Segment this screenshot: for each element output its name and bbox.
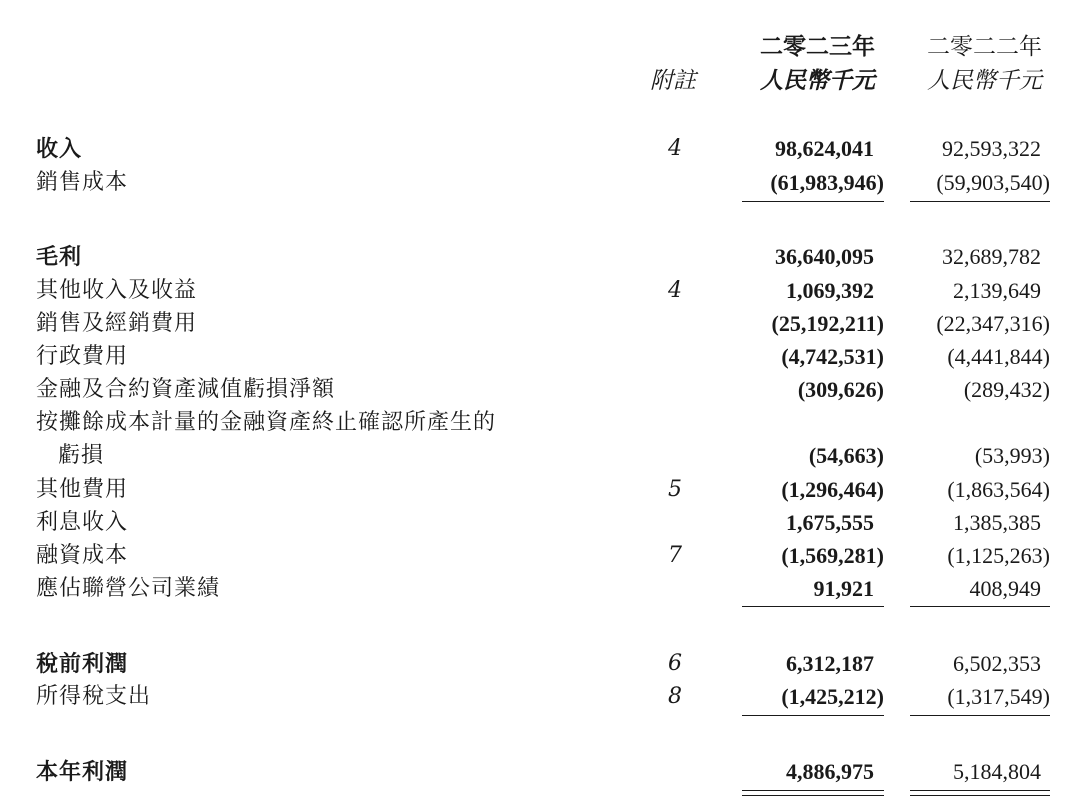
row-interest-income [0, 508, 1070, 538]
row-gross-profit [0, 242, 1070, 272]
row-label: 金融及合約資產減值虧損淨額 [36, 377, 336, 402]
subtotal-rule-2023 [742, 606, 884, 607]
row-other-expenses [0, 475, 1070, 505]
subtotal-rule-2023 [742, 201, 884, 202]
row-label: 所得稅支出 [36, 684, 152, 709]
total-double-rule-2022 [910, 790, 1050, 791]
value-2023: 36,640,095 [775, 244, 874, 269]
row-label-continued: 虧損 [58, 443, 105, 468]
total-double-rule-2023 [742, 795, 884, 796]
value-2022: 2,139,649 [953, 278, 1041, 303]
row-label: 本年利潤 [36, 759, 129, 785]
value-2023: (309,626) [797, 377, 884, 402]
row-note: 5 [668, 477, 682, 502]
value-2022: (4,441,844) [947, 344, 1050, 369]
row-cost-of-sales [0, 168, 1070, 198]
value-2022: 5,184,804 [953, 759, 1041, 784]
row-label: 融資成本 [36, 543, 129, 568]
value-2022: (1,317,549) [947, 684, 1050, 709]
row-note: 8 [668, 684, 682, 709]
value-2023: (54,663) [808, 443, 884, 468]
value-2023: 1,069,392 [786, 278, 874, 303]
row-label: 銷售成本 [36, 170, 129, 195]
row-label: 應佔聯營公司業績 [36, 576, 221, 601]
value-2022: (1,863,564) [947, 477, 1050, 502]
value-2023: (1,425,212) [781, 684, 884, 709]
row-label: 毛利 [36, 244, 83, 270]
value-2023: (1,569,281) [781, 543, 884, 568]
row-note: 7 [668, 543, 682, 568]
row-label: 按攤餘成本計量的金融資產終止確認所產生的 [36, 410, 497, 435]
row-selling-expenses [0, 309, 1070, 339]
row-impairment-losses [0, 375, 1070, 405]
row-label: 利息收入 [36, 510, 129, 535]
value-2023: 98,624,041 [775, 136, 874, 161]
row-note: 6 [668, 651, 682, 676]
value-2022: 1,385,385 [953, 510, 1041, 535]
header-note: 附註 [650, 68, 696, 94]
header-currency-2023: 人民幣千元 [760, 67, 875, 94]
row-profit-before-tax [0, 649, 1070, 679]
row-other-income [0, 276, 1070, 306]
value-2023: (61,983,946) [770, 170, 884, 195]
row-profit-for-year [0, 757, 1070, 787]
row-derecognition-loss [0, 441, 1070, 471]
header-currency-2022: 人民幣千元 [927, 68, 1042, 94]
value-2022: 92,593,322 [942, 136, 1041, 161]
subtotal-rule-2023 [742, 715, 884, 716]
total-double-rule-2023 [742, 790, 884, 791]
row-note: 4 [668, 136, 682, 161]
subtotal-rule-2022 [910, 606, 1050, 607]
value-2022: (22,347,316) [936, 311, 1050, 336]
row-label: 行政費用 [36, 344, 129, 369]
value-2022: 408,949 [969, 576, 1041, 601]
row-finance-costs [0, 541, 1070, 571]
value-2023: (4,742,531) [781, 344, 884, 369]
subtotal-rule-2022 [910, 201, 1050, 202]
row-label: 收入 [36, 136, 83, 162]
row-income-tax [0, 682, 1070, 712]
row-label: 其他費用 [36, 477, 129, 502]
row-admin-expenses [0, 342, 1070, 372]
value-2022: 6,502,353 [953, 651, 1041, 676]
value-2023: 4,886,975 [786, 759, 874, 784]
subtotal-rule-2022 [910, 715, 1050, 716]
value-2022: (1,125,263) [947, 543, 1050, 568]
value-2022: (59,903,540) [936, 170, 1050, 195]
total-double-rule-2022 [910, 795, 1050, 796]
value-2022: (53,993) [974, 443, 1050, 468]
value-2022: (289,432) [963, 377, 1050, 402]
row-label: 其他收入及收益 [36, 278, 198, 303]
row-label: 銷售及經銷費用 [36, 311, 198, 336]
value-2023: (25,192,211) [771, 311, 884, 336]
header-year-2023: 二零二三年 [760, 33, 875, 60]
row-revenue [0, 134, 1070, 164]
row-label: 稅前利潤 [36, 651, 129, 677]
value-2023: 91,921 [813, 576, 874, 601]
row-note: 4 [668, 278, 682, 303]
value-2023: (1,296,464) [781, 477, 884, 502]
value-2023: 6,312,187 [786, 651, 874, 676]
row-share-of-associates [0, 574, 1070, 604]
header-year-2022: 二零二二年 [927, 34, 1042, 60]
value-2023: 1,675,555 [786, 510, 874, 535]
row-derecognition-loss-line1 [0, 408, 1070, 438]
value-2022: 32,689,782 [942, 244, 1041, 269]
